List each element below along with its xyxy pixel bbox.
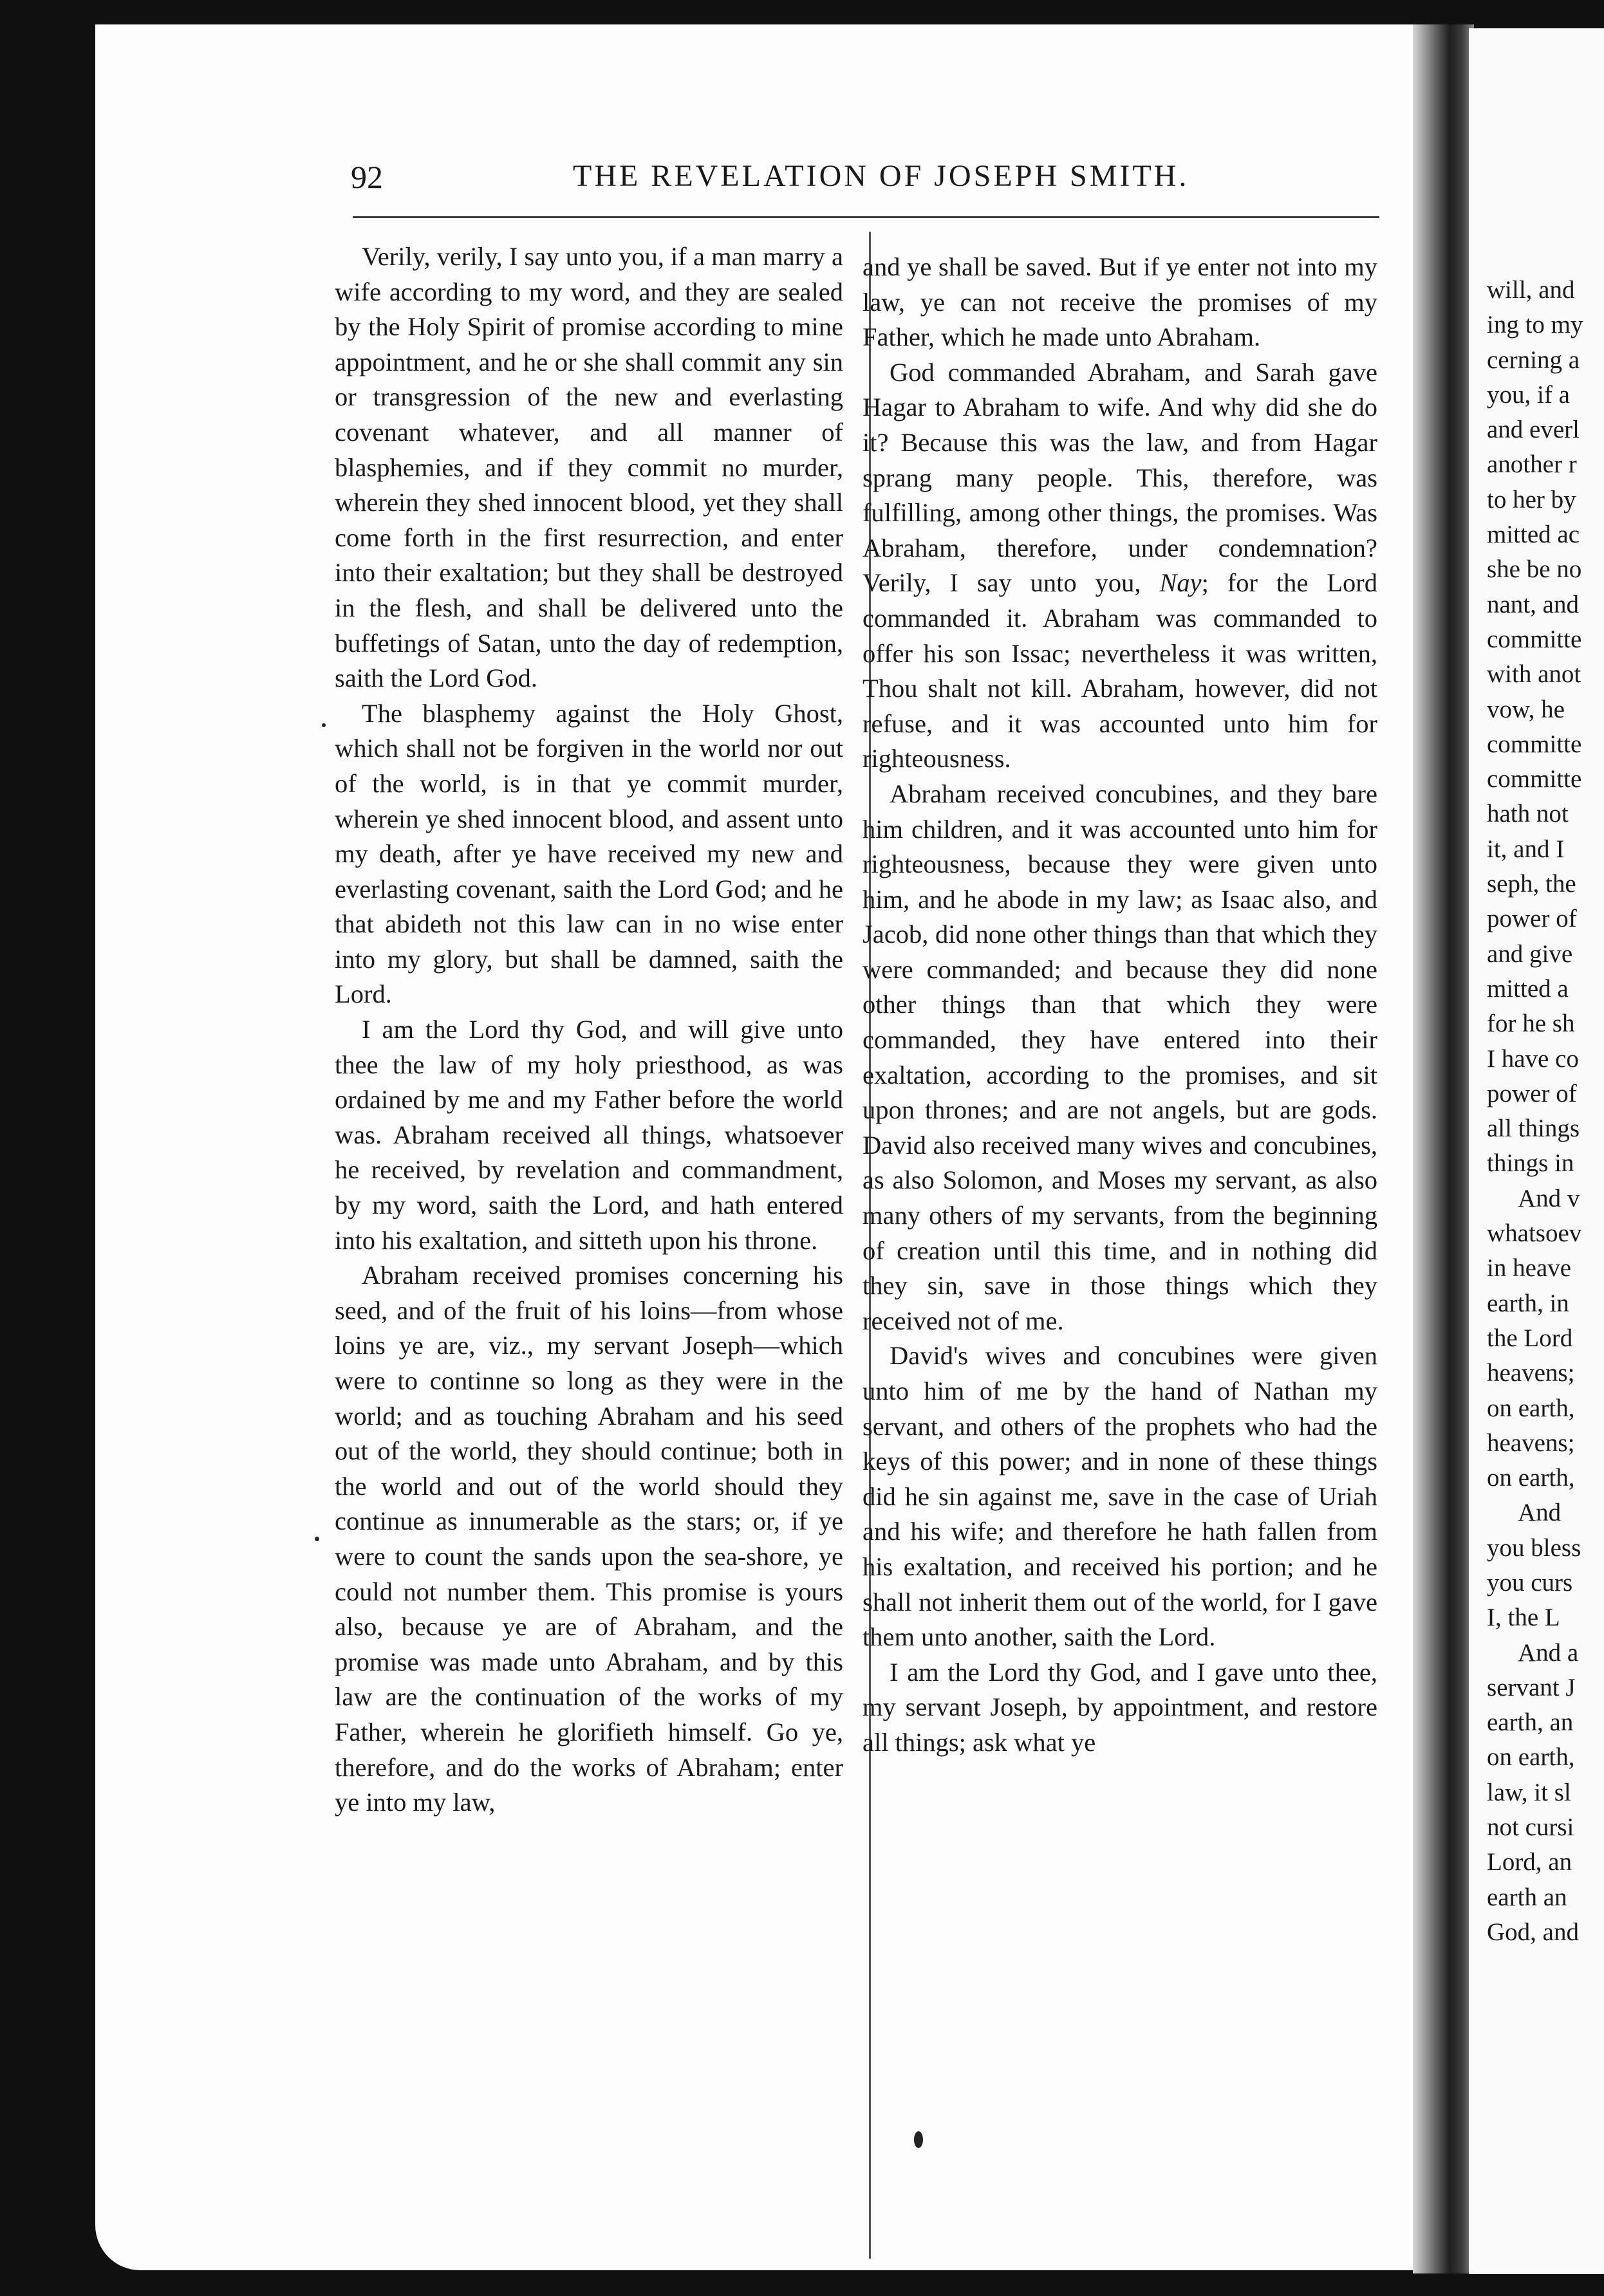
fragment-line: earth an	[1487, 1883, 1567, 1911]
fragment-line: power of	[1487, 905, 1577, 933]
fragment-line: things in	[1487, 1149, 1574, 1178]
fragment-line: not cursi	[1487, 1813, 1574, 1842]
fragment-line: mitted a	[1487, 974, 1569, 1003]
fragment-line: nant, and	[1487, 590, 1579, 618]
paragraph-text: God commanded Abraham, and Sarah gave Hagar to Abraham to wife. And why did she do it? Because this was the law, and from Hagar sprang many people. This, therefore, was fulfilling, among other things, the promises. Was Abraham, therefore, under condemnation? Verily, I say unto you,	[863, 357, 1377, 598]
right-page-text-fragment	[1487, 273, 1604, 1950]
fragment-line: seph, the	[1487, 870, 1576, 898]
fragment-line: the Lord	[1487, 1324, 1573, 1352]
paragraph: Abraham received promises concerning his seed, and of the fruit of his loins—from whose loins ye are, viz., my servant Joseph—which were to continne so long as they were in the world; and as touching Abraham and his seed out of the world, they should continue; both in the world and out of the world should they continue as innumerable as the stars; or, if ye were to count the sands upon the sea-shore, ye could not number them. This promise is yours also, because ye are of Abraham, and the promise was made unto Abraham, and by this law are the continuation of the works of my Father, wherein he glorifieth himself. Go ye, therefore, and do the works of Abraham; enter ye into my law,	[335, 1261, 843, 1817]
fragment-line: earth, in	[1487, 1289, 1569, 1317]
fragment-line: for he sh	[1487, 1010, 1575, 1038]
fragment-line: God, and	[1487, 1918, 1579, 1946]
fragment-line: you bless	[1487, 1533, 1581, 1562]
fragment-line: earth, an	[1487, 1708, 1574, 1737]
fragment-line: on earth,	[1487, 1743, 1575, 1772]
paragraph-continuation: and ye shall be saved. But if ye enter not into my law, ye can not receive the promises of my Father, which he made unto Abraham.	[863, 252, 1377, 352]
fragment-line: ing to my	[1487, 311, 1583, 339]
fragment-line: vow, he	[1487, 695, 1565, 723]
paragraph: Abraham received concubines, and they bare him children, and it was accounted unto him for righteousness, because they were given unto him, and he abode in my law; as Isaac also, and Jacob, did none other things than that which they were commanded; and because they did none other things than that which they were commanded, they have entered into their exaltation, according to the promises, and sit upon thrones; and are not angels, but are gods. David also received many wives and concubines, as also Solomon, and Moses my servant, as also many others of my servants, from the beginning of creation until this time, and in nothing did they sin, save in those things which they received not of me.	[863, 779, 1377, 1335]
print-speck	[315, 1537, 319, 1541]
fragment-line: And a	[1518, 1638, 1579, 1667]
running-title: THE REVELATION OF JOSEPH SMITH.	[573, 159, 1189, 193]
fragment-line: another r	[1487, 450, 1577, 479]
paragraph: The blasphemy against the Holy Ghost, which shall not be forgiven in the world nor out of the world, is in that ye commit murder, wherein ye shed innocent blood, and assent unto my death, after ye have received my new and everlasting covenant, saith the Lord God; and he that abideth not this law can in no wise enter into my glory, but shall be damned, saith the Lord.	[335, 698, 843, 1009]
fragment-line: law, it sl	[1487, 1778, 1571, 1806]
book-gutter	[1413, 24, 1474, 2273]
fragment-line: it, and I	[1487, 835, 1565, 863]
fragment-line: with anot	[1487, 660, 1581, 689]
paragraph: David's wives and concubines were given unto him of me by the hand of Nathan my servant, and others of the prophets who had the keys of this power; and in none of these things did he sin against me, save in the case of Uriah and his wife; and therefore he hath fallen from his exaltation, and received his portion; and he shall not inherit them out of the world, for I gave them unto another, saith the Lord.	[863, 1341, 1377, 1652]
fragment-line: to her by	[1487, 485, 1576, 514]
fragment-line: you, if a	[1487, 380, 1570, 409]
fragment-line: all things	[1487, 1115, 1580, 1143]
paragraph: I am the Lord thy God, and I gave unto thee, my servant Joseph, by appointment, and restore all things; ask what ye	[863, 1657, 1377, 1757]
fragment-line: And v	[1518, 1184, 1580, 1212]
paragraph-text: ; for the Lord commanded it. Abraham was commanded to offer his son Issac; nevertheless it was written, Thou shalt not kill. Abraham, however, did not refuse, and it was accounted unto him for righteousness.	[863, 568, 1378, 773]
middle-text-column	[863, 250, 1377, 1761]
fragment-line: I have co	[1487, 1044, 1579, 1073]
fragment-line: committe	[1487, 625, 1582, 653]
fragment-line: cerning a	[1487, 346, 1580, 374]
fragment-line: servant J	[1487, 1673, 1576, 1701]
fragment-line: I, the L	[1487, 1604, 1560, 1632]
fragment-line: Lord, an	[1487, 1848, 1572, 1876]
fragment-line: hath not	[1487, 800, 1569, 828]
fragment-line: will, and	[1487, 276, 1575, 304]
header-rule	[353, 216, 1379, 218]
fragment-line: heavens;	[1487, 1359, 1575, 1387]
fragment-line: power of	[1487, 1079, 1577, 1107]
paragraph	[863, 355, 1377, 777]
fragment-line: she be no	[1487, 555, 1582, 584]
fragment-line: whatsoev	[1487, 1219, 1582, 1248]
fragment-line: you curs	[1487, 1568, 1573, 1597]
print-speck	[914, 2131, 923, 2148]
left-text-column	[335, 239, 843, 1820]
fragment-line: and give	[1487, 940, 1573, 968]
page-number: 92	[351, 159, 383, 195]
fragment-line: on earth,	[1487, 1394, 1575, 1422]
fragment-line: heavens;	[1487, 1429, 1575, 1457]
fragment-line: on earth,	[1487, 1464, 1575, 1492]
fragment-line: mitted ac	[1487, 521, 1580, 549]
fragment-line: committe	[1487, 765, 1582, 793]
fragment-line: and everl	[1487, 416, 1580, 444]
fragment-line: committe	[1487, 730, 1582, 758]
print-speck	[322, 723, 326, 727]
paragraph: I am the Lord thy God, and will give unto thee the law of my holy priesthood, as was ordained by me and my Father before the world was. Abraham received all things, whatsoever he received, by revelation and commandment, by my word, saith the Lord, and hath entered into his exaltation, and sitteth upon his throne.	[335, 1015, 843, 1255]
fragment-line: in heave	[1487, 1254, 1572, 1282]
fragment-line: And	[1518, 1499, 1562, 1527]
italic-word: Nay	[1159, 568, 1202, 598]
paragraph: Verily, verily, I say unto you, if a man marry a wife according to my word, and they are sealed by the Holy Spirit of promise according to mine appointment, and he or she shall commit any sin or transgression of the new and everlasting covenant whatever, and all manner of blasphemies, and if they commit no murder, wherein they shed innocent blood, yet they shall come forth in the first resurrection, and enter into their exaltation; but they shall be destroyed in the flesh, and shall be delivered unto the buffetings of Satan, unto the day of redemption, saith the Lord God.	[335, 242, 843, 693]
